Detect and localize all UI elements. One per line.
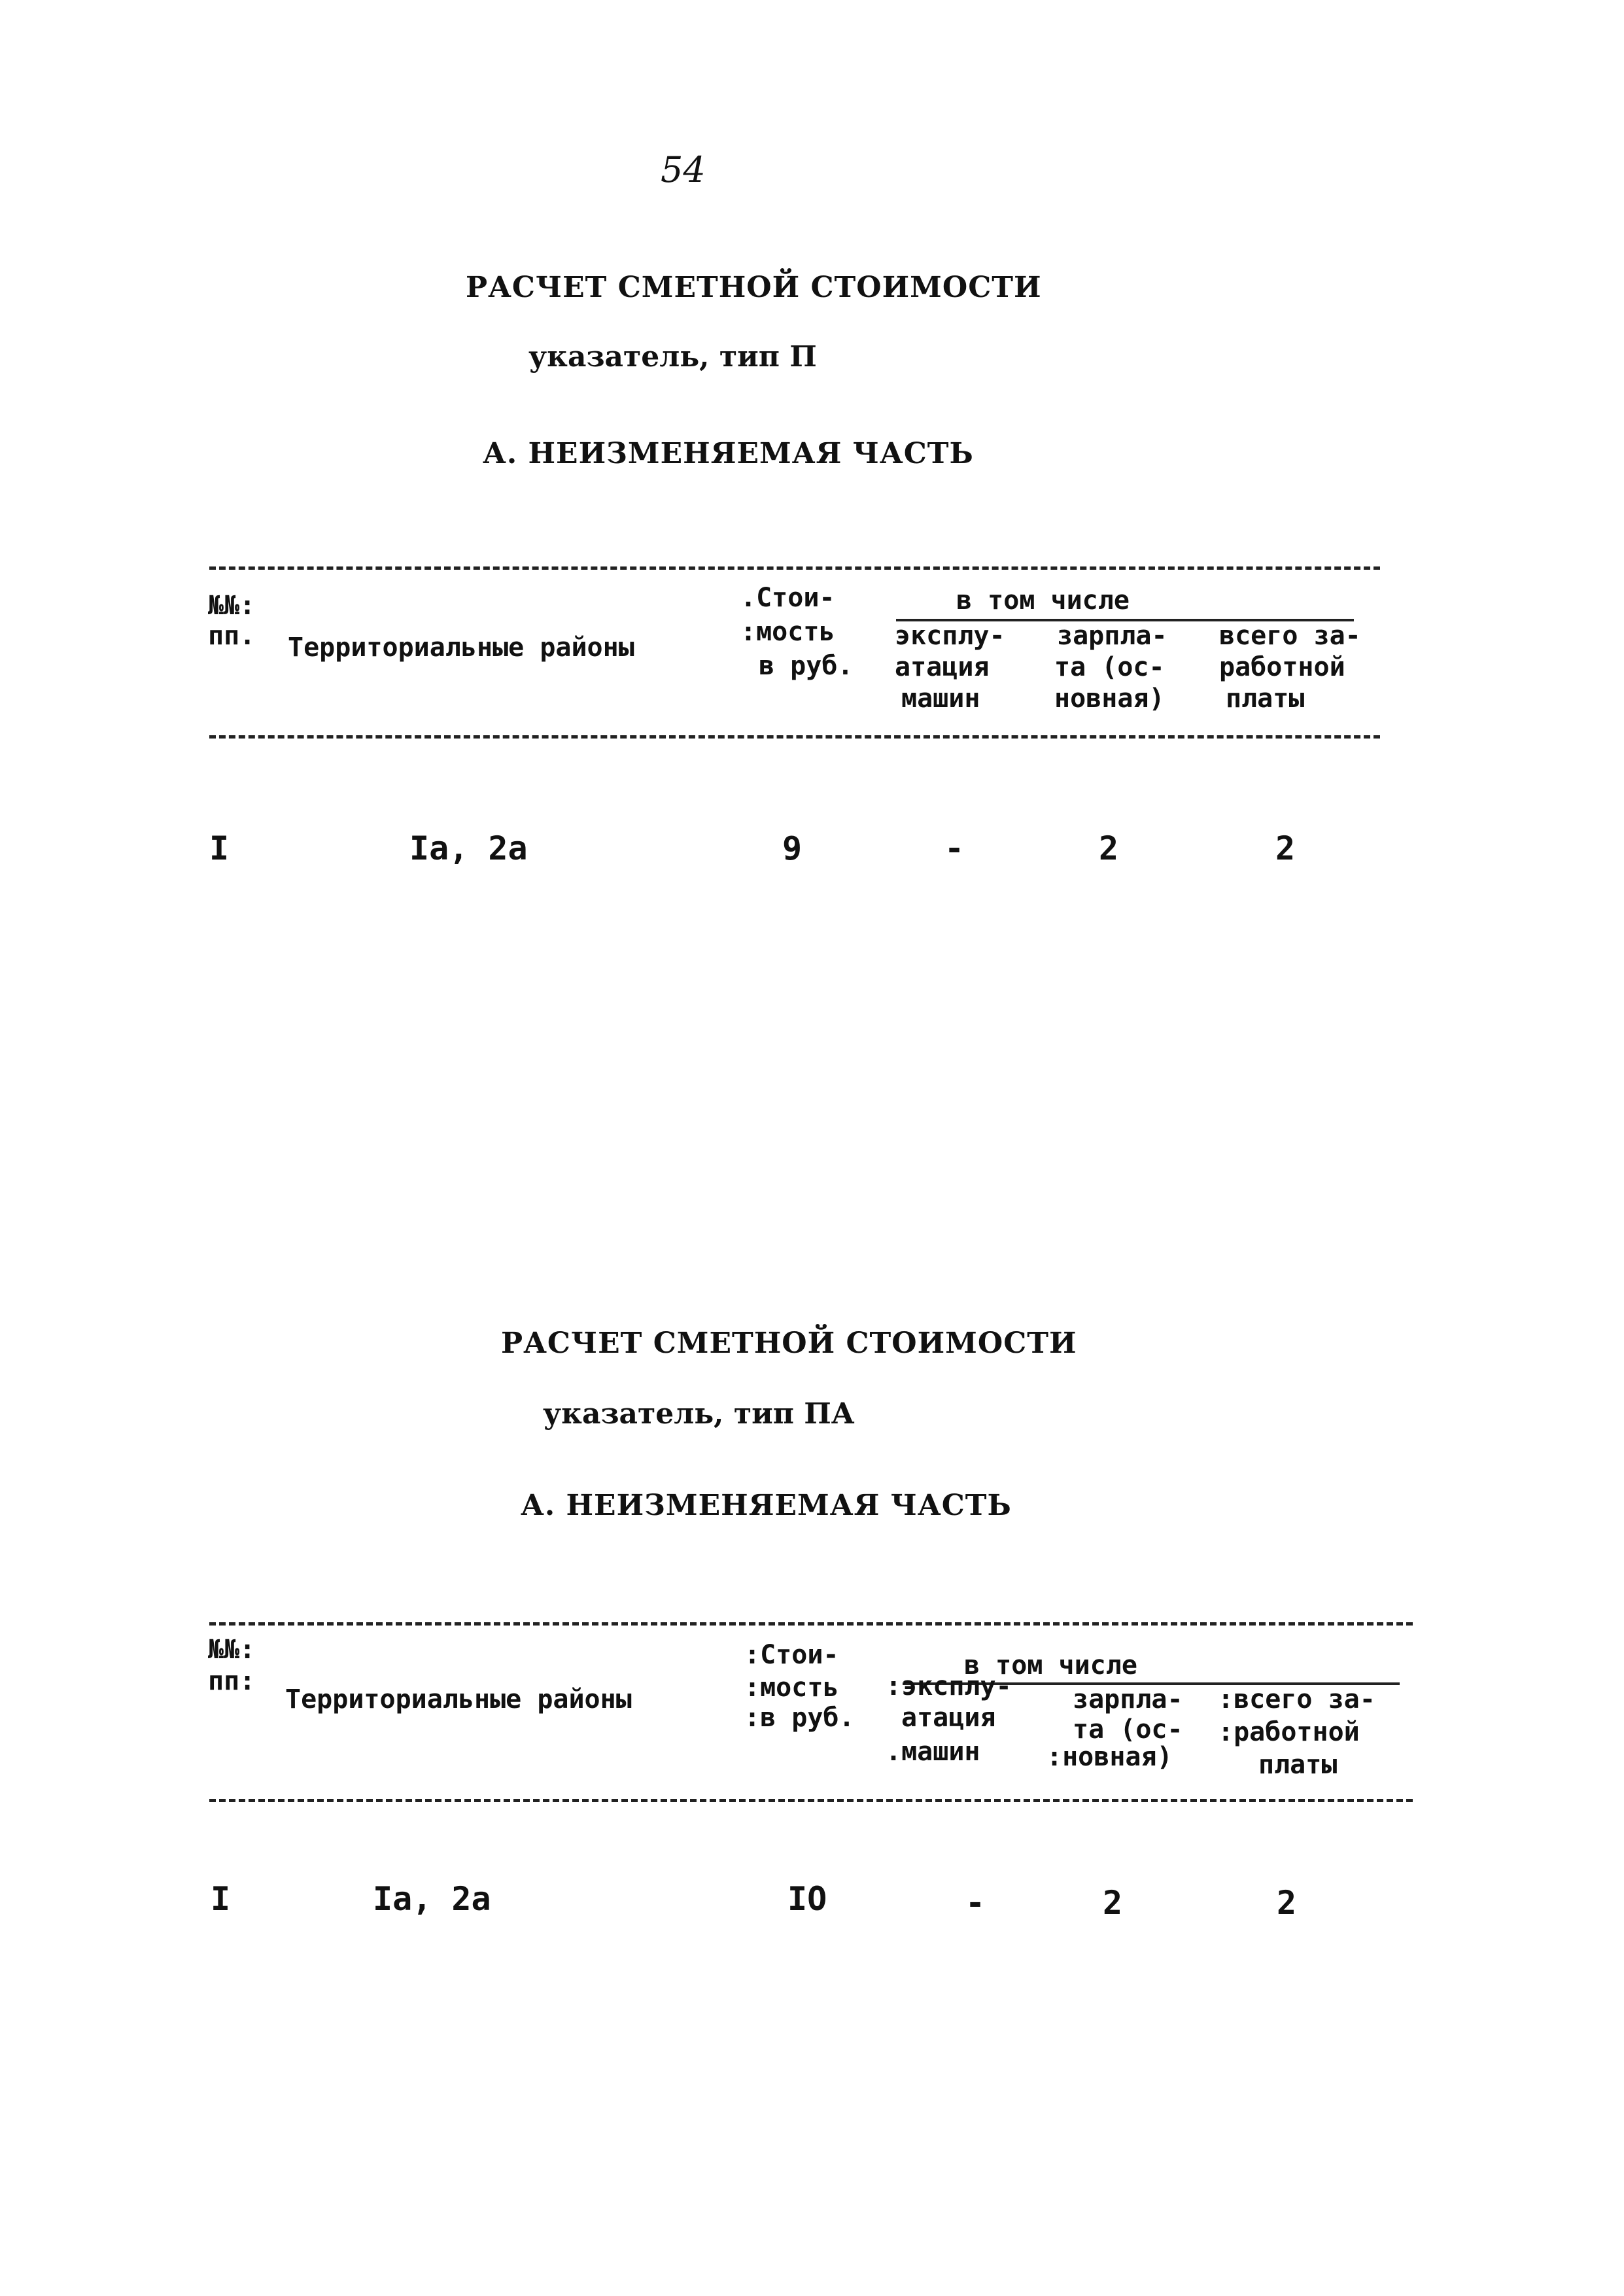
header-district: Территориальные районы bbox=[285, 1684, 632, 1714]
header-cost-line3: :в руб. bbox=[744, 1703, 855, 1733]
header-total-line1: всего за- bbox=[1219, 621, 1361, 651]
header-bottom-rule bbox=[209, 735, 1380, 739]
table-top-rule bbox=[209, 566, 1380, 570]
row-total: 2 bbox=[1275, 829, 1296, 867]
header-exploit-line1: эксплу- bbox=[895, 621, 1005, 651]
header-total-line1: :всего за- bbox=[1218, 1684, 1375, 1714]
section-part: А. НЕИЗМЕНЯЕМАЯ ЧАСТЬ bbox=[521, 1489, 1012, 1522]
row-cost: 9 bbox=[782, 829, 803, 867]
header-salary-line1: зарпла- bbox=[1057, 621, 1167, 651]
row-exploit: - bbox=[965, 1884, 986, 1922]
row-total: 2 bbox=[1277, 1884, 1297, 1922]
page-number: 54 bbox=[661, 149, 706, 190]
row-cost: IO bbox=[787, 1880, 827, 1918]
section-title: РАСЧЕТ СМЕТНОЙ СТОИМОСТИ bbox=[501, 1327, 1077, 1360]
header-exploit-line2: атация bbox=[901, 1703, 996, 1733]
header-salary-line3: новная) bbox=[1054, 684, 1165, 714]
header-including: в том числе bbox=[956, 585, 1130, 616]
row-district: Iа, 2а bbox=[373, 1880, 491, 1918]
row-salary: 2 bbox=[1103, 1884, 1123, 1922]
row-salary: 2 bbox=[1099, 829, 1119, 867]
header-salary-line1: зарпла- bbox=[1073, 1684, 1183, 1714]
row-num: I bbox=[211, 1880, 231, 1918]
section-subtitle: указатель, тип П bbox=[528, 340, 817, 374]
header-exploit-line3: .машин bbox=[886, 1737, 980, 1767]
header-num-line1: №№: bbox=[208, 591, 256, 621]
header-cost-line1: :Стои- bbox=[744, 1640, 839, 1670]
header-exploit-line1: :эксплу- bbox=[886, 1671, 1012, 1701]
header-district: Территориальные районы bbox=[288, 633, 634, 663]
header-num-line2: пп. bbox=[208, 621, 256, 651]
header-salary-line2: та (ос- bbox=[1073, 1714, 1183, 1745]
header-cost-line2: :мость bbox=[740, 617, 835, 647]
section-part: А. НЕИЗМЕНЯЕМАЯ ЧАСТЬ bbox=[483, 437, 974, 470]
header-exploit-line2: атация bbox=[895, 652, 990, 682]
row-exploit: - bbox=[944, 829, 965, 867]
header-num-line1: №№: bbox=[208, 1635, 256, 1665]
header-cost-line1: .Стои- bbox=[740, 583, 835, 613]
header-num bbox=[208, 591, 255, 620]
header-cost-line2: :мость bbox=[744, 1673, 839, 1703]
table-top-rule bbox=[209, 1622, 1413, 1626]
header-bottom-rule bbox=[209, 1799, 1413, 1802]
header-total-line2: работной bbox=[1219, 652, 1345, 682]
header-total-line3: платы bbox=[1226, 684, 1305, 714]
header-total-line3: платы bbox=[1258, 1750, 1338, 1780]
header-total-line2: :работной bbox=[1218, 1717, 1360, 1747]
header-exploit-line3: машин bbox=[901, 684, 980, 714]
section-subtitle: указатель, тип ПА bbox=[543, 1397, 855, 1431]
header-num-line2: пп: bbox=[208, 1666, 256, 1696]
header-salary-line2: та (ос- bbox=[1054, 652, 1165, 682]
row-district: Iа, 2а bbox=[409, 829, 528, 867]
header-cost-line3: в руб. bbox=[759, 651, 854, 681]
row-num: I bbox=[209, 829, 230, 867]
header-including: в том числе bbox=[964, 1650, 1137, 1680]
header-salary-line3: :новная) bbox=[1046, 1742, 1173, 1772]
section-title: РАСЧЕТ СМЕТНОЙ СТОИМОСТИ bbox=[466, 271, 1042, 304]
